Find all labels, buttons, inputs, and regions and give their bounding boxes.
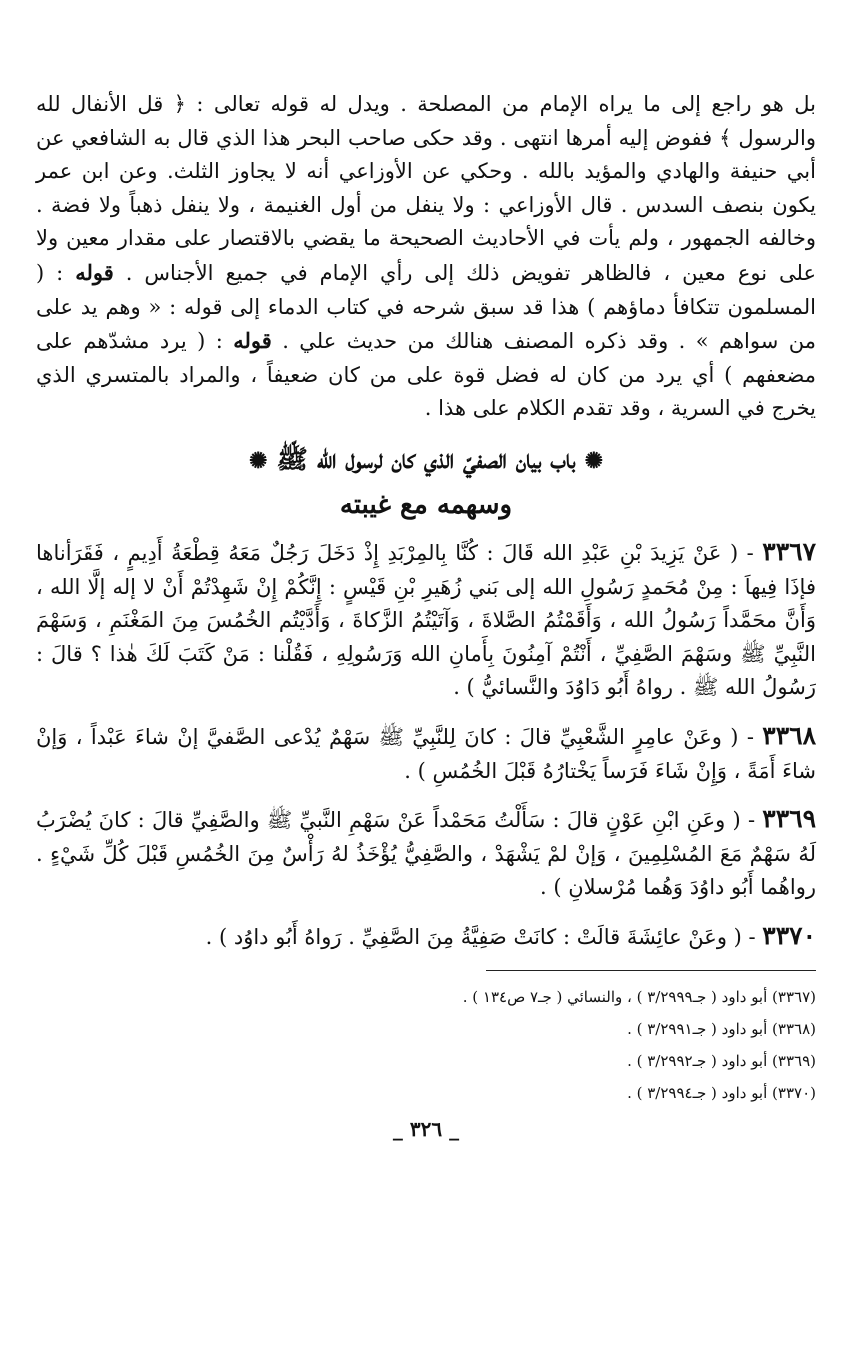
commentary-keyword: قوله (75, 259, 114, 285)
commentary-keyword: قوله (233, 328, 272, 354)
star-ornament-icon: ✺ (248, 447, 268, 474)
commentary-text: : ( يرد مشدّهم على مضعفهم ) أي يرد من كان له فضل قوة على من كان ضعيفاً ، والمراد بالمتسري الذي يخرج في السرية ، وقد تقدم الكلام على هذا . (36, 329, 816, 421)
chapter-title-line-1: باب بيان الصفيّ الذي كان لرسول الله ﷺ (276, 444, 576, 475)
chapter-title (36, 438, 816, 483)
chapter-subtitle: وسهمه مع غيبته (339, 489, 513, 520)
footnote: (٣٣٧٠) أبو داود ( جـ٣/٢٩٩٤ ) . (627, 1084, 816, 1103)
hadith-number: ٣٣٧٠ (762, 920, 816, 950)
footnote-divider (486, 970, 816, 971)
hadith-text: - ( وعَنْ عامِرٍ الشَّعْبِيِّ قالَ : كانَ لِلنَّبِيِّ ﷺ سَهْمٌ يُدْعى الصَّفيَّ إنْ شاءَ عَبْداً ، وَإنْ شاءَ أَمَةً ، وَإِنْ شَاءَ فَرَساً يَخْتارُهُ قَبْلَ الخُمُسِ ) . (36, 724, 816, 783)
commentary-paragraph (36, 88, 816, 426)
commentary-text: : ( المسلمون تتكافأ دماؤهم ) هذا قد سبق شرحه في كتاب الدماء إلى قوله : « وهم يد على من سواهم » . وقد ذكره المصنف هنالك من حديث علي . (36, 260, 816, 354)
footnote: (٣٣٦٧) أبو داود ( جـ٣/٢٩٩٩ ) ، والنسائي ( جـ٧ ص١٣٤ ) . (462, 988, 816, 1007)
hadith-number: ٣٣٦٧ (762, 536, 816, 566)
hadith-text: - ( وعَنِ ابْنِ عَوْنٍ قالَ : سَأَلْتُ مَحَمْداً عَنْ سَهْمِ النَّبيِّ ﷺ والصَّفِيِّ قالَ : كانَ يُضْرَبُ لَهُ سَهْمٌ مَعَ المُسْلِمِينَ ، وَإنْ لمْ يَشْهَدْ ، والصَّفِيُّ يُؤْخَذُ لهُ رَأْسٌ مِنَ الخُمُسِ قَبْلَ كُلِّ شَيْءٍ . رواهُما أَبُو داوُدَ وَهُما مُرْسلانِ ) . (36, 808, 816, 900)
hadith-number: ٣٣٦٨ (762, 720, 816, 750)
page-number: _ ٣٢٦ _ (392, 1117, 460, 1142)
footnote: (٣٣٦٩) أبو داود ( جـ٣/٢٩٩٢ ) . (627, 1052, 816, 1071)
hadith-entry (36, 719, 816, 788)
hadith-entry (36, 535, 816, 705)
hadith-entry (36, 919, 816, 955)
star-ornament-icon: ✺ (584, 447, 604, 474)
hadith-entry (36, 802, 816, 905)
book-page (36, 88, 816, 1338)
hadith-text: - ( عَنْ يَزِيدَ بْنِ عَبْدِ الله قَالَ : كُنَّا بِالمِرْبَدِ إِذْ دَخَلَ رَجُلٌ مَعَهُ قِطْعَةُ أَدِيمٍ ، فَقَرَأناها فإذَا فِيهاَ : مِنْ مُحَمدٍ رَسُولِ الله إلى بَني زُهَيرِ بْنِ قَيْسٍ : إِنَّكُمْ إِنْ شَهِدْتُمْ أَنْ لا إله إلَّا الله ، وَأَنَّ محَمَّداً رَسُولُ الله ، وَأَقَمْتُمُ الصَّلاةَ ، وَآتَيْتُمُ الزَّكاةَ ، وَأَدَّيْتُم الخُمُسَ مِنَ المَغْنَمِ ، وَسَهْمَ النَّبِيِّ ﷺ وسَهْمَ الصَّفِيِّ ، أَنْتُمْ آمِنُونَ بِأَمانِ الله وَرَسُولِهِ ، فَقُلْنا : مَنْ كَتَبَ لَكَ هٰذا ؟ قالَ : رَسُولُ الله ﷺ . رواهُ أَبُو دَاوُدَ والنَّسائيُّ ) . (36, 540, 816, 700)
hadith-text: - ( وعَنْ عائِشَةَ قالَتْ : كانَتْ صَفِيَّةُ مِنَ الصَّفِيِّ . رَواهُ أَبُو داوُد ) . (205, 924, 763, 949)
commentary-text: بل هو راجع إلى ما يراه الإمام من المصلحة . ويدل له قوله تعالى : ﴿ قل الأنفال لله والرسول ﴾ ففوض إليه أمرها انتهى . وقد حكى صاحب البحر هذا الذي قال به الشافعي عن أبي حنيفة والهادي والمؤيد بالله . وحكي عن الأوزاعي أنه لا يجاوز الثلث. وعن ابن عمر يكون بنصف السدس . قال الأوزاعي : ولا ينفل من أول الغنيمة ، ولا ينفل ذهباً ولا فضة . وخالفه الجمهور ، ولم يأت في الأحاديث الصحيحة ما يقضي بالاقتصار على مقدار معين ولا على نوع معين ، فالظاهر تفويض ذلك إلى رأي الإمام في جميع الأجناس . (36, 92, 816, 285)
footnote: (٣٣٦٨) أبو داود ( جـ٣/٢٩٩١ ) . (627, 1020, 816, 1039)
hadith-number: ٣٣٦٩ (762, 804, 816, 834)
